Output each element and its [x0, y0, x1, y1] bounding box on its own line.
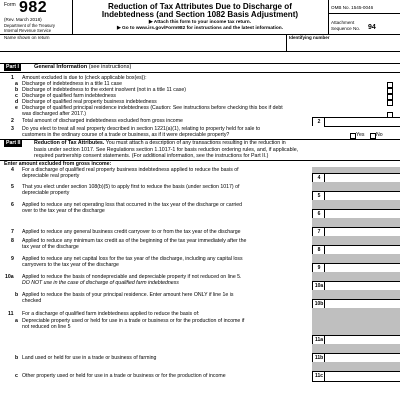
line-10a-box-label: 10a	[312, 281, 325, 291]
line-10b-text-2: checked	[22, 298, 42, 304]
line-10b-box-label: 10b	[312, 299, 325, 309]
line-5-box-label: 5	[312, 191, 325, 201]
part2-tag: Part II	[6, 140, 21, 146]
line-11c-text: Other property used or held for use in a trade or business or for the production of income	[22, 373, 226, 379]
line-1d-letter: d	[15, 99, 19, 105]
line-6-text-2: over to the tax year of the discharge	[22, 208, 105, 214]
attach-instruction: ▶ Attach this form to your income tax return.	[148, 20, 252, 25]
line-11-number: 11	[8, 311, 14, 317]
part2-intro-line-3: required partnership consent statements. (For additional information, see the instructions for Part II.)	[34, 153, 269, 159]
line-3-text-1: Do you elect to treat all real property described in section 1221(a)(1), relating to property held for sale to	[22, 126, 261, 132]
line-1e-letter: e	[15, 105, 18, 111]
line-9-number: 9	[11, 256, 14, 262]
line-11a-box-label: 11a	[312, 335, 325, 345]
website-instruction[interactable]: ▶ Go to www.irs.gov/Form982 for instructions and the latest information.	[116, 26, 284, 31]
line-4-box-label: 4	[312, 173, 325, 183]
line-8-shade	[312, 236, 400, 245]
line-7-box-label: 7	[312, 227, 325, 237]
line-11b-letter: b	[15, 355, 19, 361]
line-8-box-label: 8	[312, 245, 325, 255]
department-line-2: Internal Revenue Service	[4, 28, 52, 33]
line-10a-number: 10a	[5, 274, 14, 280]
line-11c-amount-field[interactable]	[324, 371, 400, 382]
id-divider	[286, 34, 287, 51]
sequence-number: 94	[368, 24, 376, 31]
line-11b-box-label: 11b	[312, 353, 325, 363]
line-11-shade	[312, 308, 400, 335]
line-1-text: Amount excluded is due to (check applicable box(es)):	[22, 75, 147, 81]
form-title-line-1: Reduction of Tax Attributes Due to Discharge of	[108, 2, 292, 11]
line-2-text: Total amount of discharged indebtedness excluded from gross income	[22, 118, 183, 124]
line-11c-letter: c	[15, 373, 18, 379]
omb-number: OMB No. 1545-0046	[331, 5, 374, 10]
name-label: Name shown on return	[4, 35, 50, 40]
line-1a-letter: a	[15, 81, 18, 87]
line-8-number: 8	[11, 238, 14, 244]
part1-title-rule	[0, 72, 400, 73]
line-11a-text-2: not reduced on line 5	[22, 324, 71, 330]
line-2-box-label: 2	[312, 117, 325, 126]
form-number: 982	[19, 0, 48, 16]
line-10a-shade	[312, 272, 400, 281]
part2-intro-line-1: You must attach a description of any transactions resulting in the reduction in	[105, 140, 286, 146]
line-1d-text: Discharge of qualified real property business indebtedness	[22, 99, 157, 105]
part1-title-text: General Information	[34, 64, 88, 70]
line-4-number: 4	[11, 167, 14, 173]
header-divider-right	[328, 0, 329, 34]
header-rule	[0, 34, 400, 35]
line-10b-text-1: Applied to reduce the basis of your principal residence. Enter amount here ONLY if line 1e is	[22, 292, 234, 298]
department-line-1: Department of the Treasury	[4, 23, 55, 28]
line-10a-text-1: Applied to reduce the basis of nondepreciable and depreciable property if not reduced on line 5.	[22, 274, 242, 280]
line-6-shade	[312, 200, 400, 209]
line-2-amount-field[interactable]	[324, 117, 400, 127]
name-field[interactable]	[4, 40, 284, 50]
line-5-number: 5	[11, 184, 14, 190]
sequence-label: Sequence No.	[331, 26, 361, 31]
line-2-number: 2	[11, 118, 14, 124]
line-9-text-2: carryovers to the tax year of the discharge	[22, 262, 119, 268]
part1-title-note: (see instructions)	[88, 64, 132, 70]
line-8-text-1: Applied to reduce any minimum tax credit as of the beginning of the tax year immediately after the	[22, 238, 247, 244]
line-3-text-2: customers in the ordinary course of a trade or business, as if it were depreciable property?	[22, 132, 230, 138]
part2-title: Reduction of Tax Attributes.	[34, 140, 105, 146]
part2-intro-line-2: basis under section 1017. See Regulations section 1.1017-1 for basis reduction ordering rules, and, if applicable,	[34, 146, 299, 153]
form-label: Form	[4, 2, 16, 8]
line-6-box-label: 6	[312, 209, 325, 219]
line-3-yes-label: Yes	[356, 132, 365, 138]
line-4-text-1: For a discharge of qualified real property business indebtedness applied to reduce the basis of	[22, 167, 239, 173]
line-1e-text: Discharge of qualified principal residence indebtedness (Caution: See instructions before checking this box if debt	[22, 105, 283, 111]
line-1a-text: Discharge of indebtedness in a title 11 case	[22, 81, 122, 87]
name-rule	[0, 51, 400, 52]
line-5-text-1: That you elect under section 108(b)(5) to apply first to reduce the basis (under section 1017) of	[22, 184, 240, 190]
line-7-number: 7	[11, 229, 14, 235]
part1-tag: Part I	[6, 64, 19, 70]
form-title-line-2: Indebtedness (and Section 1082 Basis Adjustment)	[101, 10, 299, 19]
line-9-text-1: Applied to reduce any net capital loss for the tax year of the discharge, including any capital loss	[22, 256, 243, 262]
line-5-text-2: depreciable property	[22, 190, 70, 196]
line-11b-text: Land used or held for use in a trade or business of farming	[22, 355, 157, 361]
line-10b-letter: b	[15, 292, 19, 298]
line-10b-shade	[312, 290, 400, 299]
line-3-number: 3	[11, 126, 14, 132]
line-3-no-label: No	[376, 132, 383, 138]
enter-amount-label: Enter amount excluded from gross income:	[4, 161, 112, 167]
identifying-number-field[interactable]	[289, 40, 397, 50]
line-4-text-2: depreciable real property	[22, 173, 80, 179]
line-6-number: 6	[11, 202, 14, 208]
line-11c-box-label: 11c	[312, 371, 325, 382]
line-9-shade	[312, 254, 400, 263]
line-1-number: 1	[11, 75, 14, 81]
line-5-shade	[312, 182, 400, 191]
line-6-text-1: Applied to reduce any net operating loss that occurred in the tax year of the discharge or carried	[22, 202, 243, 208]
part1-title	[34, 64, 131, 71]
line-1c-letter: c	[15, 93, 18, 99]
line-1c-text: Discharge of qualified farm indebtedness	[22, 93, 117, 99]
line-10a-text-2: DO NOT use in the case of discharge of qualified farm indebtedness	[22, 280, 179, 286]
line-1e-text-continued: was discharged after 2017.)	[22, 111, 87, 117]
line-8-text-2: tax year of the discharge	[22, 244, 79, 250]
line-11a-letter: a	[15, 318, 18, 324]
line-9-box-label: 9	[312, 263, 325, 273]
line-11c-shade	[312, 362, 400, 371]
identifying-number-label: Identifying number	[289, 35, 330, 40]
line-7-shade	[312, 218, 400, 227]
line-1b-text: Discharge of indebtedness to the extent insolvent (not in a title 11 case)	[22, 87, 186, 93]
line-11-text: For a discharge of qualified farm indebtedness applied to reduce the basis of:	[22, 311, 200, 317]
revision-date: (Rev. March 2018)	[4, 17, 42, 22]
omb-divider	[328, 13, 400, 14]
line-1b-letter: b	[15, 87, 19, 93]
line-1d-checkbox[interactable]	[387, 100, 393, 106]
attachment-label: Attachment	[331, 20, 355, 25]
line-11a-text-1: Depreciable property used or held for use in a trade or business or for the production of income if	[22, 318, 245, 324]
line-11b-shade	[312, 344, 400, 353]
line-7-text: Applied to reduce any general business credit carryover to or from the tax year of the discharge	[22, 229, 241, 235]
header-divider-left	[72, 0, 73, 34]
part2-intro	[34, 140, 286, 146]
